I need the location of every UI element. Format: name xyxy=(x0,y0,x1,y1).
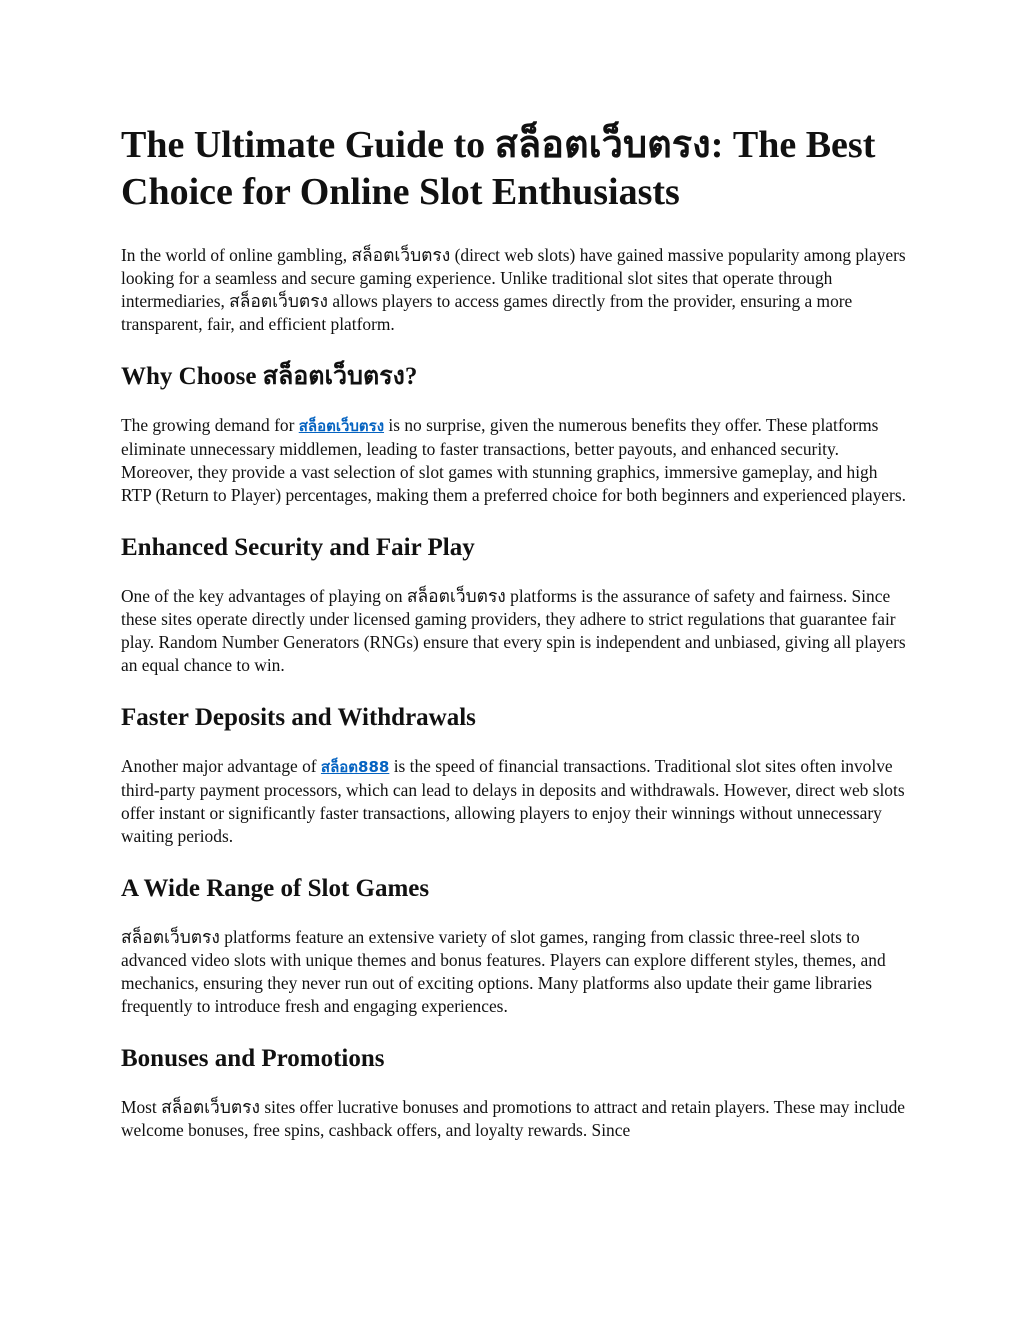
section-paragraph-security: One of the key advantages of playing on สล็อตเว็บตรง platforms is the assurance of safety and fairness. Since these sites operate directly under licensed gaming providers, they adhere to strict regulations that guarantee fair play. Random Number Generators (RNGs) ensure that every spin is independent and unbiased, giving all players an equal chance to win. xyxy=(121,586,906,675)
document-page xyxy=(121,122,911,1168)
paragraph-text: Another major advantage of xyxy=(121,756,321,776)
intro-paragraph: In the world of online gambling, สล็อตเว็บตรง (direct web slots) have gained massive popularity among players looking for a seamless and secure gaming experience. Unlike traditional slot sites that operate through intermediaries, สล็อตเว็บตรง allows players to access games directly from the provider, ensuring a more transparent, fair, and efficient platform. xyxy=(121,245,906,334)
paragraph-text: is the speed of financial transactions. Traditional slot sites often involve third-party payment processors, which can lead to delays in deposits and withdrawals. However, direct web slots offer instant or significantly faster transactions, allowing players to enjoy their winnings without unnecessary waiting periods. xyxy=(121,756,905,846)
section-paragraph-game-range: สล็อตเว็บตรง platforms feature an extensive variety of slot games, ranging from classic three-reel slots to advanced video slots with unique themes and bonus features. Players can explore different styles, themes, and mechanics, ensuring they never run out of exciting options. Many platforms also update their game libraries frequently to introduce fresh and engaging experiences. xyxy=(121,927,886,1016)
section-paragraph-why-choose xyxy=(121,414,911,507)
section-heading-bonuses: Bonuses and Promotions xyxy=(121,1045,385,1072)
link-slot-direct-web[interactable]: สล็อตเว็บตรง xyxy=(298,417,385,435)
section-heading-security: Enhanced Security and Fair Play xyxy=(121,534,475,561)
section-paragraph-deposits xyxy=(121,755,911,848)
section-paragraph-bonuses: Most สล็อตเว็บตรง sites offer lucrative bonuses and promotions to attract and retain players. These may include welcome bonuses, free spins, cashback offers, and loyalty rewards. Since xyxy=(121,1097,906,1140)
section-heading-why-choose: Why Choose สล็อตเว็บตรง? xyxy=(121,363,418,390)
link-slot-888[interactable]: สล็อต888 xyxy=(320,758,390,776)
paragraph-text: The growing demand for xyxy=(121,415,299,435)
paragraph-text: is no surprise, given the numerous benefits they offer. These platforms eliminate unnecessary middlemen, leading to faster transactions, better payouts, and enhanced security. Moreover, they provide a vast selection of slot games with stunning graphics, immersive gameplay, and high RTP (Return to Player) percentages, making them a preferred choice for both beginners and experienced players. xyxy=(121,415,906,505)
section-heading-game-range: A Wide Range of Slot Games xyxy=(121,875,430,902)
page-title: The Ultimate Guide to สล็อตเว็บตรง: The Best Choice for Online Slot Enthusiasts xyxy=(121,124,876,213)
section-heading-deposits: Faster Deposits and Withdrawals xyxy=(121,704,476,731)
